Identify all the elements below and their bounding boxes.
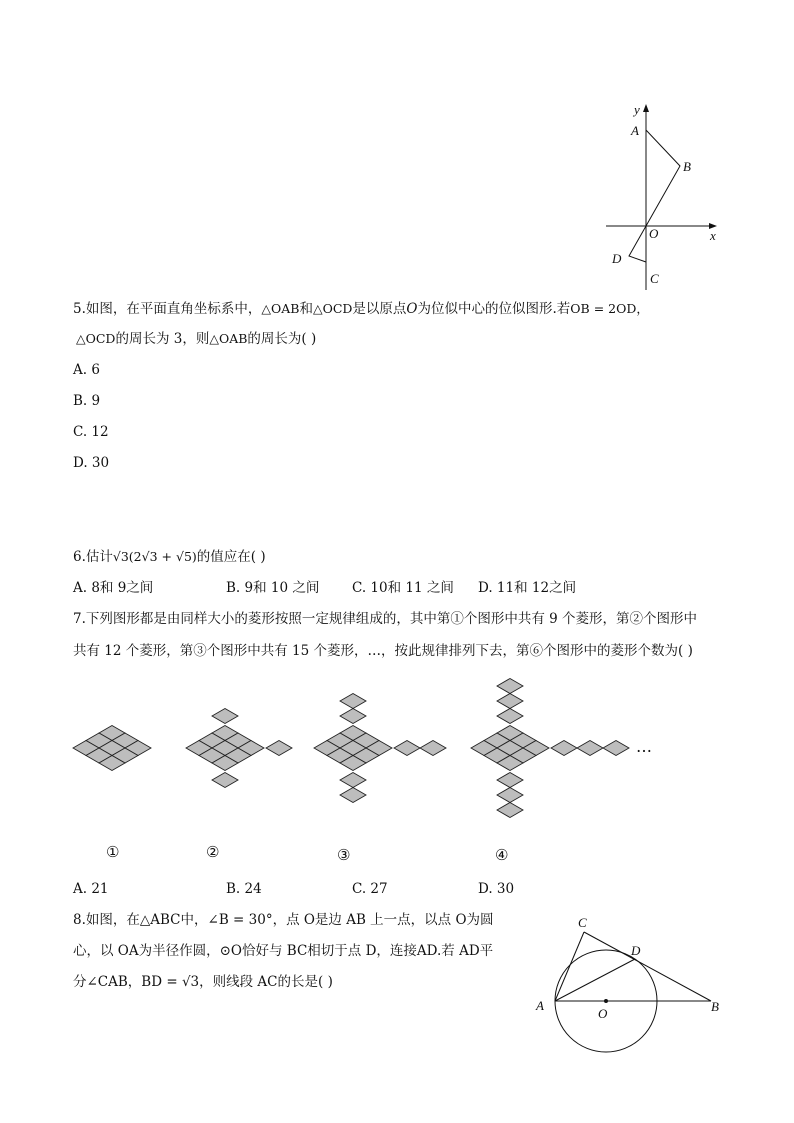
q7-option-d[interactable]: D. 30: [478, 881, 515, 897]
q7-option-b[interactable]: B. 24: [226, 881, 262, 897]
q7-option-a[interactable]: A. 21: [73, 881, 109, 897]
q5-option-d[interactable]: D. 30: [73, 455, 110, 471]
q7-ellipsis: …: [636, 737, 652, 756]
label-c: C: [650, 271, 659, 286]
q8-line-1: 8.如图，在△ABC中，∠B = 30°，点 O是边 AB 上一点，以点 O为圆: [73, 912, 494, 928]
figure-4-arm-rhombus: [497, 679, 523, 694]
q7-line-2: 共有 12 个菱形，第③个图形中共有 15 个菱形，…，按此规律排列下去，第⑥个图形中的菱形个数为( ): [73, 643, 693, 659]
q5-text-c: 为位似中心的位似图形.若: [417, 301, 571, 317]
q5-number: 5.: [73, 301, 86, 317]
label-o: O: [649, 226, 659, 241]
segment-ac: [555, 932, 584, 1001]
q7-line-1: 7.下列图形都是由同样大小的菱形按照一定规律组成的，其中第①个图形中共有 9 个菱形，第②个图形中: [73, 611, 698, 627]
q6-number: 6.: [73, 549, 86, 565]
label-b: B: [683, 159, 691, 174]
q7-rhombus-patterns: [70, 672, 670, 827]
y-axis-arrow-icon: [643, 104, 649, 112]
q8-line-2: 心，以 OA为半径作圆，⊙O恰好与 BC相切于点 D，连接AD.若 AD平: [73, 943, 494, 959]
figure-4-arm-rhombus: [497, 803, 523, 818]
figure-4-arm-rhombus: [577, 741, 603, 756]
q5-tri3: △OCD: [76, 331, 116, 346]
q7-figure-label-4: ④: [495, 846, 509, 864]
q5-tri2: △OCD: [312, 301, 353, 316]
figure-4-arm-rhombus: [497, 788, 523, 803]
q8-circle-figure: [528, 910, 728, 1060]
figure-4-arm-rhombus: [497, 773, 523, 788]
q7-figure-label-3: ③: [337, 846, 351, 864]
q5-coordinate-figure: [600, 100, 725, 295]
figure-4-arm-rhombus: [603, 741, 629, 756]
figure-2-arm-rhombus: [212, 709, 238, 724]
q5-line-2: [76, 333, 316, 347]
figure-3-arm-rhombus: [340, 709, 366, 724]
label-a: A: [536, 998, 544, 1013]
q5-origin: O: [406, 301, 418, 317]
figure-3-arm-rhombus: [420, 741, 446, 756]
center-dot: [604, 999, 608, 1003]
q6-text-b: 的值应在( ): [196, 549, 266, 565]
triangle-oab: [646, 130, 680, 226]
figure-2-arm-rhombus: [212, 773, 238, 788]
q7-option-c[interactable]: C. 27: [352, 881, 388, 897]
q5-option-a[interactable]: A. 6: [73, 362, 100, 378]
figure-3-arm-rhombus: [340, 694, 366, 709]
figure-2-arm-rhombus: [266, 741, 292, 756]
label-y: y: [634, 102, 640, 117]
q5-text-a: 如图，在平面直角坐标系中，: [85, 301, 262, 317]
q7-figure-label-1: ①: [106, 843, 120, 861]
triangle-ocd: [629, 226, 646, 262]
q5-line-1: [73, 303, 649, 317]
q7-figure-label-2: ②: [206, 843, 220, 861]
figure-4-arm-rhombus: [497, 694, 523, 709]
label-x: x: [710, 228, 716, 243]
label-o: O: [598, 1006, 608, 1021]
label-b: B: [711, 999, 719, 1014]
figure-3-arm-rhombus: [340, 788, 366, 803]
q5-tri1: △OAB: [261, 301, 300, 316]
q5-tri4: △OAB: [209, 331, 248, 346]
q6-option-c[interactable]: C. 10和 11 之间: [352, 580, 454, 596]
figure-4-arm-rhombus: [497, 709, 523, 724]
q5-cond: OB = 2OD，: [570, 301, 649, 316]
label-d: D: [631, 943, 641, 958]
q5-text-d: 的周长为 3，则: [115, 331, 210, 347]
q8-line-3: 分∠CAB，BD = √3，则线段 AC的长是( ): [73, 974, 333, 990]
q5-option-b[interactable]: B. 9: [73, 393, 101, 409]
figure-3-arm-rhombus: [340, 773, 366, 788]
q6-question: [73, 551, 266, 565]
figure-4-arm-rhombus: [551, 741, 577, 756]
segment-ad: [555, 959, 635, 1001]
q6-expression: √3(2√3 + √5): [112, 549, 197, 564]
label-c: C: [578, 915, 587, 930]
q5-text-b: 是以原点: [352, 301, 407, 317]
q6-option-a[interactable]: A. 8和 9之间: [73, 580, 154, 596]
q6-option-b[interactable]: B. 9和 10 之间: [226, 580, 320, 596]
q6-option-d[interactable]: D. 11和 12之间: [478, 580, 577, 596]
q5-option-c[interactable]: C. 12: [73, 424, 109, 440]
q6-text-a: 估计: [85, 549, 113, 565]
q5-text-e: 的周长为( ): [247, 331, 317, 347]
label-a: A: [631, 123, 639, 138]
label-d: D: [612, 251, 622, 266]
segment-cb: [584, 932, 711, 1001]
q5-and: 和: [299, 301, 313, 317]
figure-3-arm-rhombus: [394, 741, 420, 756]
